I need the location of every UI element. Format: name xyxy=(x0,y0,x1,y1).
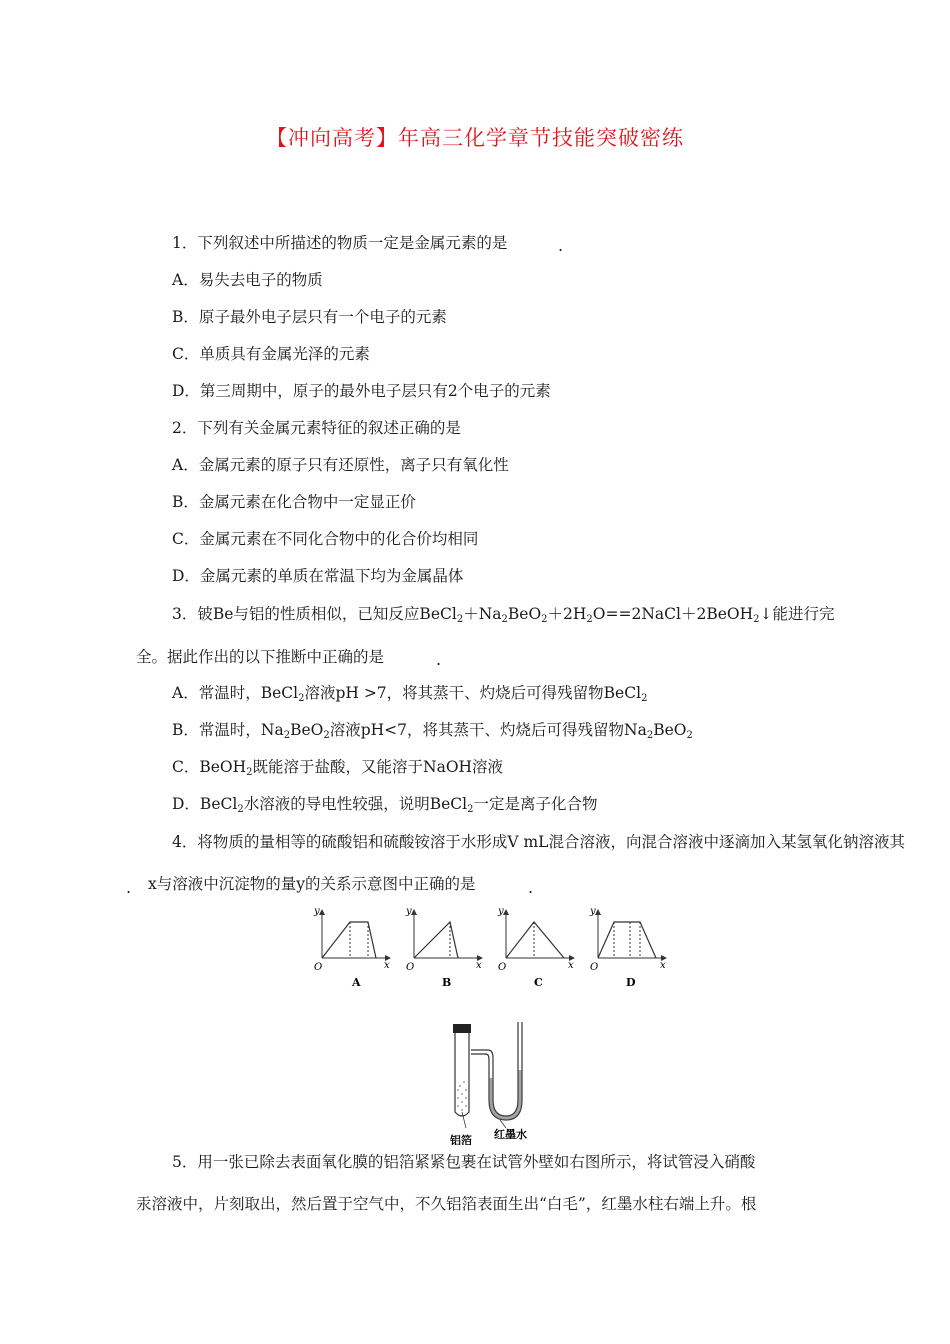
aluminum-foil xyxy=(457,1081,467,1111)
q5-stem: 5．用一张已除去表面氧化膜的铝箔紧紧包裹在试管外壁如右图所示，将试管浸入硝酸 xyxy=(172,1153,756,1171)
graph-a xyxy=(313,908,390,989)
red-ink xyxy=(489,1070,522,1120)
q3-stem: 3．铍Be与铝的性质相似，已知反应$BeCl_2+Na_2BeO_2+2H_2O==2NaCl+2BeOH_2↓$能进行完 xyxy=(172,605,835,625)
y-axis-label: y xyxy=(406,908,412,917)
x-axis-label: x xyxy=(476,960,482,971)
q2-option-c: C．金属元素在不同化合物中的化合价均相同 xyxy=(172,530,479,548)
stray-dot: . xyxy=(528,878,534,897)
q1-option-b: B．原子最外电子层只有一个电子的元素 xyxy=(172,308,447,326)
q3-option-b: B．常温时，$Na_2BeO_2$溶液pH<7，将其蒸干、灼烧后可得残留物$Na_2BeO_2$ xyxy=(172,721,693,741)
q2-option-b: B．金属元素在化合物中一定显正价 xyxy=(172,493,416,511)
origin-label: O xyxy=(498,962,507,973)
q2-stem: 2．下列有关金属元素特征的叙述正确的是 xyxy=(172,419,461,437)
q2-option-a: A．金属元素的原子只有还原性，离子只有氧化性 xyxy=(172,456,509,474)
q3-option-c: C．BeOH$_2$既能溶于盐酸，又能溶于NaOH溶液 xyxy=(172,758,504,778)
q4-stem-cont: x与溶液中沉淀物的量y的关系示意图中正确的是 xyxy=(148,875,476,893)
y-axis-label: y xyxy=(314,908,320,917)
graph-b xyxy=(405,908,482,989)
origin-label: O xyxy=(406,962,415,973)
stray-dot: . xyxy=(436,650,442,669)
graph-d xyxy=(589,908,666,989)
y-axis-label: y xyxy=(498,908,504,917)
q1-option-d: D．第三周期中，原子的最外电子层只有2个电子的元素 xyxy=(172,382,551,400)
x-axis-label: x xyxy=(660,960,666,971)
q3-option-a: A．常温时，BeCl$_2$溶液pH >7，将其蒸干、灼烧后可得残留物BeCl$_2$ xyxy=(172,684,648,704)
red-ink-label: 红墨水 xyxy=(494,1128,527,1141)
origin-label: O xyxy=(314,962,323,973)
x-axis-label: x xyxy=(568,960,574,971)
test-tube xyxy=(455,1033,469,1116)
graph-c xyxy=(497,908,574,989)
stray-dot: . xyxy=(558,236,564,255)
apparatus-figure xyxy=(440,1020,550,1145)
q1-option-c: C．单质具有金属光泽的元素 xyxy=(172,345,370,363)
stray-dot: . xyxy=(126,878,132,897)
q3-stem-cont: 全。据此作出的以下推断中正确的是 xyxy=(136,648,385,666)
q4-graphs xyxy=(310,908,680,993)
q1-option-a: A．易失去电子的物质 xyxy=(172,271,323,289)
q2-option-d: D．金属元素的单质在常温下均为金属晶体 xyxy=(172,567,464,585)
q1-stem: 1．下列叙述中所描述的物质一定是金属元素的是 xyxy=(172,234,508,252)
q5-stem-cont: 汞溶液中，片刻取出，然后置于空气中，不久铝箔表面生出“白毛”，红墨水柱右端上升。根 xyxy=(136,1195,757,1213)
stopper xyxy=(453,1024,471,1033)
graph-d-label: D xyxy=(626,976,636,989)
origin-label: O xyxy=(590,962,599,973)
graph-b-label: B xyxy=(442,976,452,989)
graph-c-label: C xyxy=(534,976,543,989)
u-tube xyxy=(471,1022,518,1116)
foil-label: 铝箔 xyxy=(450,1134,472,1145)
graph-a-label: A xyxy=(352,976,361,989)
y-axis-label: y xyxy=(590,908,596,917)
q4-stem: 4．将物质的量相等的硫酸铝和硫酸铵溶于水形成V mL混合溶液，向混合溶液中逐滴加入某氢氧化钠溶液其 xyxy=(172,833,905,851)
q3-option-d: D．BeCl$_2$水溶液的导电性较强，说明BeCl$_2$一定是离子化合物 xyxy=(172,795,598,815)
x-axis-label: x xyxy=(384,960,390,971)
page-title: 【冲向高考】年高三化学章节技能突破密练 xyxy=(266,126,684,150)
